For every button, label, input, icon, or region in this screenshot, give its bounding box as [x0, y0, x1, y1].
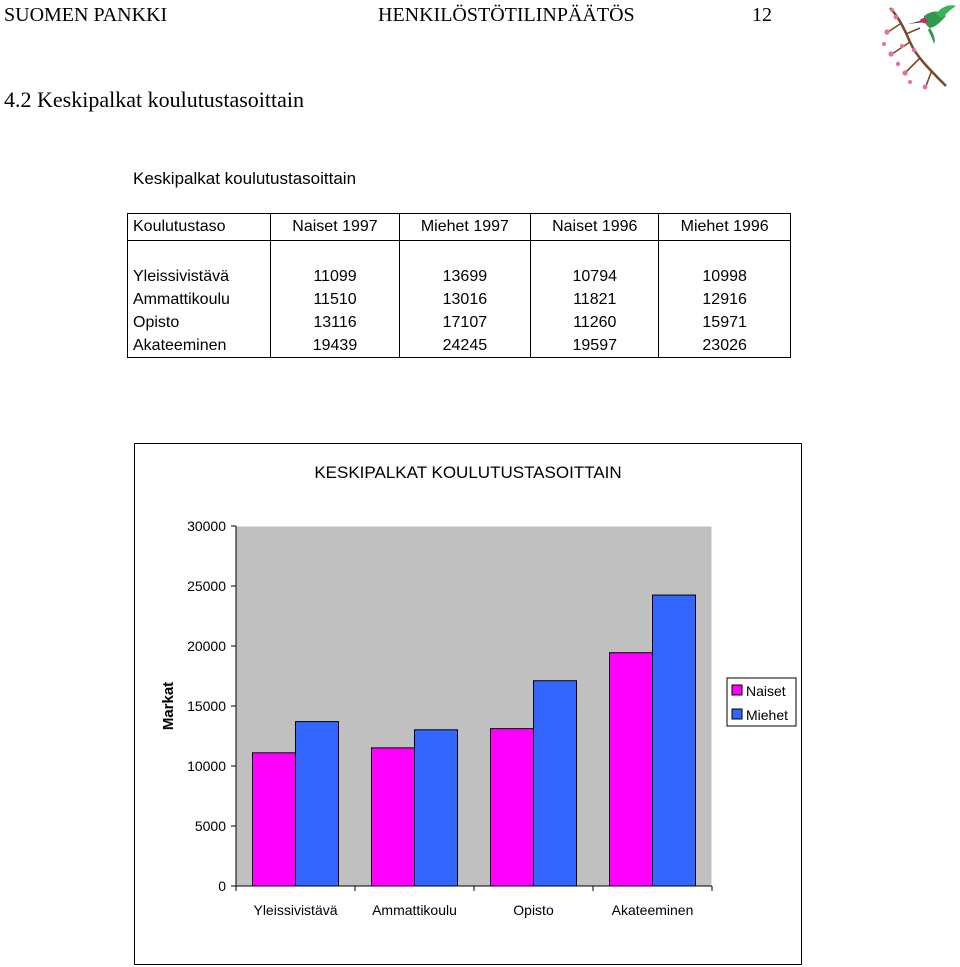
table-cell: 10794	[531, 265, 659, 288]
table-cell: 23026	[659, 334, 791, 358]
table-cell: 19439	[271, 334, 399, 358]
table-cell: 19597	[531, 334, 659, 358]
y-tick-label: 30000	[187, 518, 226, 534]
table-cell: 10998	[659, 265, 791, 288]
header-document-title: HENKILÖSTÖTILINPÄÄTÖS	[378, 4, 635, 26]
x-tick-label: Opisto	[513, 902, 554, 918]
legend-swatch-miehet	[732, 709, 742, 719]
x-tick-label: Akateeminen	[611, 902, 694, 918]
table-cell: 11510	[271, 288, 399, 311]
bar-miehet-3	[653, 595, 696, 886]
column-header: Miehet 1997	[399, 214, 531, 241]
page-number: 12	[752, 4, 772, 26]
y-axis-label: Markat	[160, 681, 177, 731]
y-tick-label: 10000	[187, 758, 226, 774]
bar-miehet-2	[534, 681, 577, 886]
legend-label-miehet: Miehet	[746, 707, 789, 723]
x-tick-label: Ammattikoulu	[372, 902, 457, 918]
table-cell: 17107	[399, 311, 531, 334]
y-tick-label: 25000	[187, 578, 226, 594]
table-cell: 15971	[659, 311, 791, 334]
table-cell: Ammattikoulu	[128, 288, 271, 311]
chart-title: KESKIPALKAT KOULUTUSTASOITTAIN	[314, 463, 622, 482]
table-title: Keskipalkat koulutustasoittain	[133, 169, 357, 188]
legend-swatch-naiset	[732, 685, 742, 695]
bar-miehet-1	[415, 730, 458, 886]
table-cell: 11821	[531, 288, 659, 311]
table-cell: 11260	[531, 311, 659, 334]
bar-naiset-1	[372, 748, 415, 886]
bar-naiset-0	[253, 753, 296, 886]
x-tick-label: Yleissivistävä	[253, 902, 338, 918]
column-header: Naiset 1997	[271, 214, 399, 241]
table-cell: 12916	[659, 288, 791, 311]
table-cell: Opisto	[128, 311, 271, 334]
bar-miehet-0	[296, 722, 339, 886]
header-org: SUOMEN PANKKI	[4, 4, 168, 26]
table-cell: 13016	[399, 288, 531, 311]
column-header: Miehet 1996	[659, 214, 791, 241]
section-title: 4.2 Keskipalkat koulutustasoittain	[4, 87, 305, 112]
legend-label-naiset: Naiset	[746, 683, 786, 699]
table-cell: 11099	[271, 265, 399, 288]
y-tick-label: 5000	[194, 818, 226, 834]
table-cell: 24245	[399, 334, 531, 358]
y-tick-label: 20000	[187, 638, 226, 654]
bar-naiset-2	[491, 729, 534, 886]
table-cell: 13116	[271, 311, 399, 334]
column-header: Naiset 1996	[531, 214, 659, 241]
table-cell: 13699	[399, 265, 531, 288]
table-cell: Yleissivistävä	[128, 265, 271, 288]
y-tick-label: 0	[218, 878, 226, 894]
y-tick-label: 15000	[187, 698, 226, 714]
table-cell: Akateeminen	[128, 334, 271, 358]
column-header: Koulutustaso	[128, 214, 271, 241]
bar-naiset-3	[610, 653, 653, 886]
